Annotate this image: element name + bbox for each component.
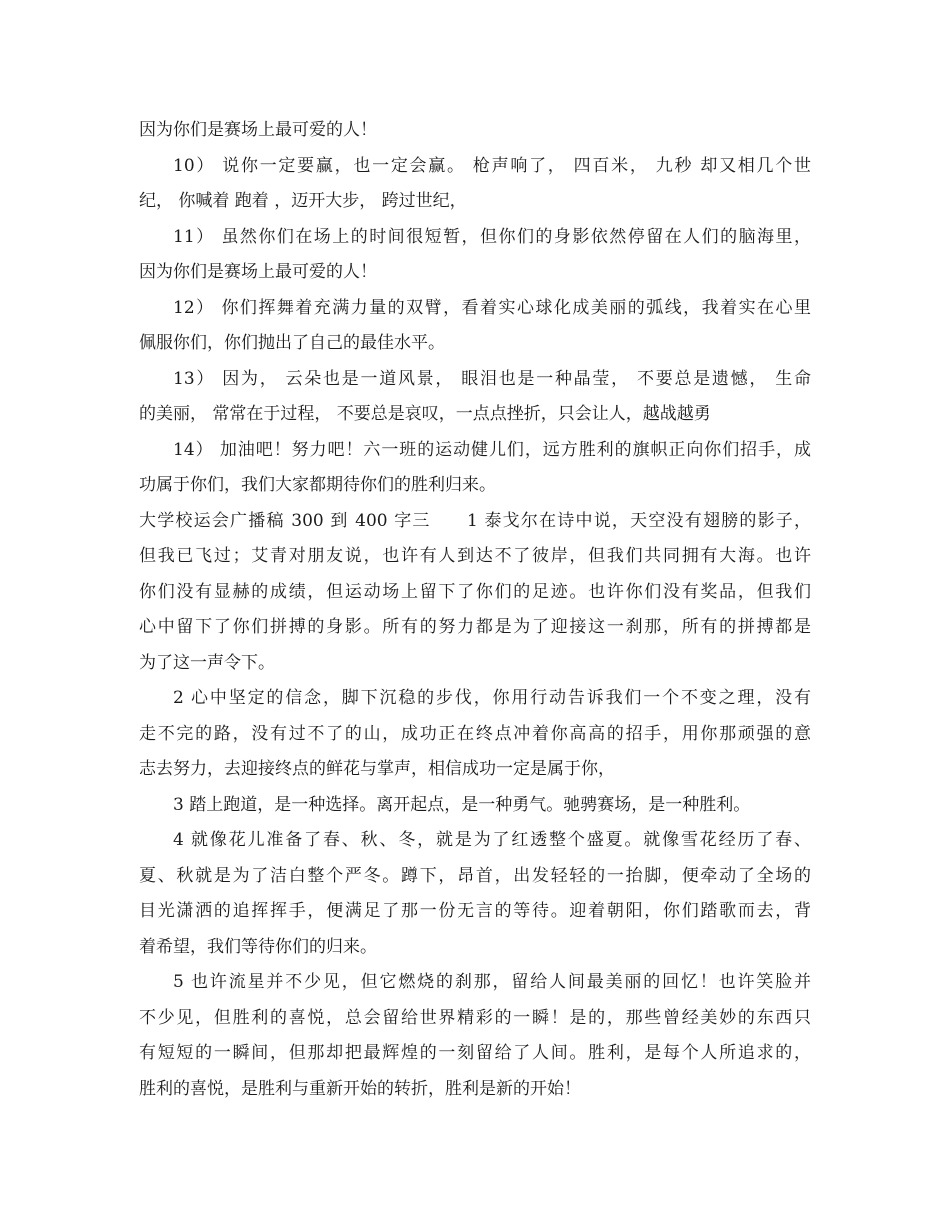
text-line: 有短短的一瞬间，但那却把最辉煌的一刻留给了人间。胜利，是每个人所追求的， <box>139 1043 811 1063</box>
text-line: 因为你们是赛场上最可爱的人！ <box>139 262 377 282</box>
text-line: 因为你们是赛场上最可爱的人！ <box>139 120 377 140</box>
text-line: 走不完的路，没有过不了的山，成功正在终点冲着你高高的招手，用你那顽强的意 <box>139 724 811 744</box>
text-line: 10） 说你一定要赢，也一定会赢。 枪声响了， 四百米， 九秒 却又相几个世 <box>173 156 811 176</box>
text-line: 心中留下了你们拼搏的身影。所有的努力都是为了迎接这一刹那，所有的拼搏都是 <box>139 617 811 637</box>
text-line: 你们没有显赫的成绩，但运动场上留下了你们的足迹。也许你们没有奖品，但我们 <box>139 582 811 602</box>
text-line: 12） 你们挥舞着充满力量的双臂，看着实心球化成美丽的弧线，我着实在心里 <box>173 298 811 318</box>
text-line: 着希望，我们等待你们的归来。 <box>139 937 377 957</box>
text-line: 为了这一声令下。 <box>139 653 275 673</box>
text-line: 4 就像花儿准备了春、秋、冬，就是为了红透整个盛夏。就像雪花经历了春、 <box>173 830 811 850</box>
section-heading-line: 大学校运会广播稿 300 到 400 字三 1 泰戈尔在诗中说，天空没有翅膀的影子， <box>139 511 811 531</box>
text-line: 2 心中坚定的信念，脚下沉稳的步伐，你用行动告诉我们一个不变之理，没有 <box>173 688 811 708</box>
text-line: 功属于你们，我们大家都期待你们的胜利归来。 <box>139 475 496 495</box>
text-line: 11） 虽然你们在场上的时间很短暂，但你们的身影依然停留在人们的脑海里， <box>173 227 811 247</box>
text-line: 但我已飞过；艾青对朋友说，也许有人到达不了彼岸，但我们共同拥有大海。也许 <box>139 546 811 566</box>
text-line: 胜利的喜悦，是胜利与重新开始的转折，胜利是新的开始！ <box>139 1079 581 1099</box>
text-line: 的美丽， 常常在于过程， 不要总是哀叹，一点点挫折，只会让人，越战越勇 <box>139 404 711 424</box>
text-line: 3 踏上跑道，是一种选择。离开起点，是一种勇气。驰骋赛场，是一种胜利。 <box>173 795 751 815</box>
text-line: 夏、秋就是为了洁白整个严冬。蹲下，昂首，出发轻轻的一抬脚，便牵动了全场的 <box>139 866 811 886</box>
text-line: 5 也许流星并不少见，但它燃烧的刹那，留给人间最美丽的回忆！也许笑脸并 <box>173 972 811 992</box>
text-line: 不少见，但胜利的喜悦，总会留给世界精彩的一瞬！是的，那些曾经美妙的东西只 <box>139 1008 811 1028</box>
text-line: 佩服你们，你们抛出了自己的最佳水平。 <box>139 333 445 353</box>
text-line: 目光潇洒的追挥挥手，便满足了那一份无言的等待。迎着朝阳，你们踏歌而去，背 <box>139 901 811 921</box>
text-line: 14） 加油吧！努力吧！六一班的运动健儿们，远方胜利的旗帜正向你们招手，成 <box>173 440 811 460</box>
text-line: 志去努力，去迎接终点的鲜花与掌声，相信成功一定是属于你， <box>139 759 615 779</box>
text-line: 13） 因为， 云朵也是一道风景， 眼泪也是一种晶莹， 不要总是遗憾， 生命 <box>173 369 811 389</box>
text-line: 纪， 你喊着 跑着 ，迈开大步， 跨过世纪， <box>139 191 467 211</box>
